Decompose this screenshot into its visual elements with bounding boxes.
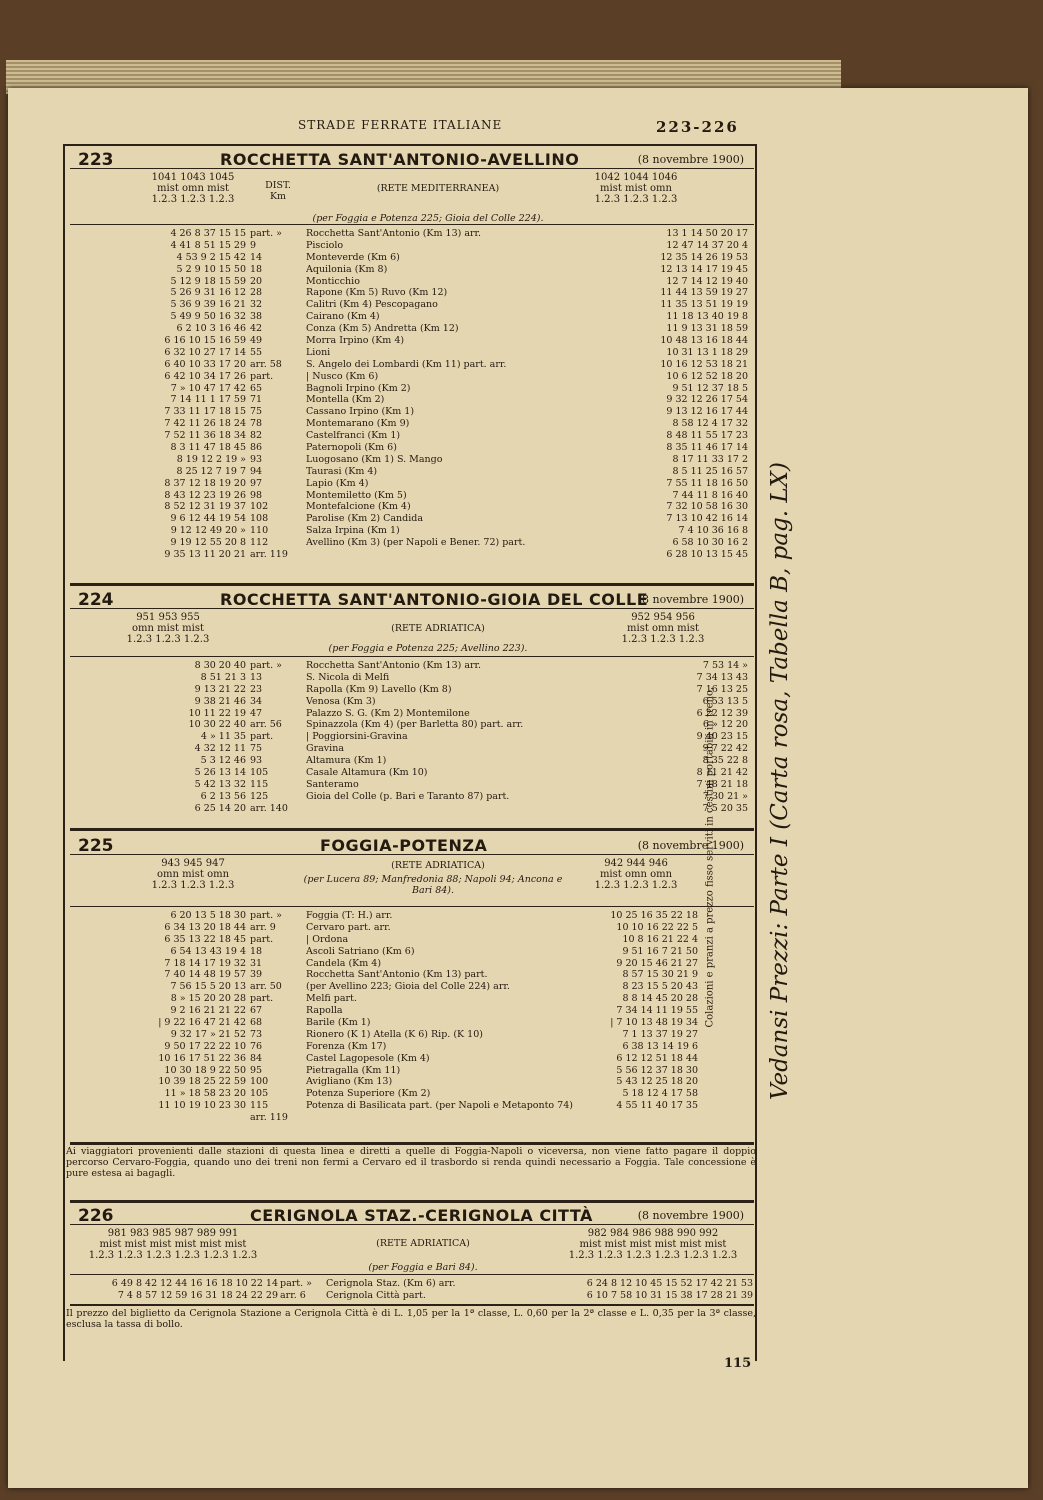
train-classes: 1.2.3 1.2.3 1.2.3 bbox=[151, 194, 235, 205]
train-classes: 1.2.3 1.2.3 1.2.3 bbox=[151, 880, 235, 891]
network-name: (RETE MEDITERRANEA) bbox=[376, 183, 500, 194]
train-numbers-up: 982 984 986 988 990 992 bbox=[587, 1228, 719, 1239]
times-up-226: 6 24 8 12 10 45 15 52 17 42 21 53 6 10 7 58 10 31 15 38 17 28 21 39 bbox=[586, 1278, 753, 1301]
section-date: (8 novembre 1900) bbox=[637, 593, 744, 606]
train-classes-up: 1.2.3 1.2.3 1.2.3 bbox=[594, 880, 678, 891]
column-headers-up bbox=[583, 612, 743, 645]
train-numbers-up: 952 954 956 bbox=[631, 612, 695, 623]
train-classes-up: 1.2.3 1.2.3 1.2.3 1.2.3 1.2.3 1.2.3 bbox=[568, 1250, 738, 1261]
train-numbers-up: 1042 1044 1046 bbox=[594, 172, 678, 183]
train-classes: 1.2.3 1.2.3 1.2.3 bbox=[126, 634, 210, 645]
column-headers-up bbox=[576, 858, 696, 891]
note-225: Ai viaggiatori provenienti dalle stazioni di questa linea e diretti a quelle di Foggia-Napoli o viceversa, non viene fatto pagare il doppio percorso Cervaro-Foggia, quando uno dei treni non fermi a Cervaro ed il trasbordo si renda quindi necessario a Foggia. Tale concessione è pure estesa ai bagagli. bbox=[66, 1146, 756, 1179]
train-types: omn mist mist bbox=[132, 623, 204, 634]
network-name: (RETE ADRIATICA) bbox=[376, 1238, 470, 1249]
train-classes-up: 1.2.3 1.2.3 1.2.3 bbox=[594, 194, 678, 205]
column-headers-down bbox=[133, 172, 253, 205]
train-numbers: 943 945 947 bbox=[161, 858, 225, 869]
section-date: (8 novembre 1900) bbox=[637, 153, 744, 166]
train-types-up: mist mist mist mist mist mist bbox=[579, 1239, 727, 1250]
train-classes: 1.2.3 1.2.3 1.2.3 1.2.3 1.2.3 1.2.3 bbox=[88, 1250, 258, 1261]
train-numbers: 981 983 985 987 989 991 bbox=[107, 1228, 239, 1239]
train-numbers: 1041 1043 1045 bbox=[151, 172, 235, 183]
column-headers-up bbox=[576, 172, 696, 205]
side-advertisement bbox=[760, 268, 794, 1288]
section-date: (8 novembre 1900) bbox=[637, 1209, 744, 1222]
train-types-up: mist omn mist bbox=[627, 623, 699, 634]
section-number: 224 bbox=[78, 590, 114, 610]
connections-note: (per Foggia e Potenza 225; Avellino 223). bbox=[328, 643, 528, 654]
stations-225: Foggia (T: H.) arr. Cervaro part. arr. | Ordona Ascoli Satriano (Km 6) Candela (Km 4) Rocchetta Sant'Antonio (Km 13) part. (per Avellino 223; Gioia del Colle 224) arr. Melfi part. Rapolla Barile (Km 1) Rionero (K 1) Atella (K 6) Rip. (K 10) Forenza (Km 17) Castel Lagopesole (Km 4) Pietragalla (Km 11) Avigliano (Km 13) Potenza Superiore (Km 2) Potenza di Basilicata part. (per Napoli e Metaponto 74) bbox=[306, 910, 573, 1112]
section-title: ROCCHETTA SANT'ANTONIO-GIOIA DEL COLLE bbox=[220, 590, 649, 609]
stations-223: Rocchetta Sant'Antonio (Km 13) arr. Pisciolo Monteverde (Km 6) Aquilonia (Km 8) Monticchio Rapone (Km 5) Ruvo (Km 12) Calitri (Km 4) Pescopagano Cairano (Km 4) Conza (Km 5) Andretta (Km 12) Morra Irpino (Km 4) Lioni S. Angelo dei Lombardi (Km 11) part. arr. | Nusco (Km 6) Bagnoli Irpino (Km 2) Montella (Km 2) Cassano Irpino (Km 1) Montemarano (Km 9) Castelfranci (Km 1) Paternopoli (Km 6) Luogosano (Km 1) S. Mango Taurasi (Km 4) Lapio (Km 4) Montemiletto (Km 5) Montefalcione (Km 4) Parolise (Km 2) Candida Salza Irpina (Km 1) Avellino (Km 3) (per Napoli e Bener. 72) part. bbox=[306, 228, 526, 549]
train-types: mist omn mist bbox=[157, 183, 229, 194]
network-name: (RETE ADRIATICA) bbox=[391, 860, 485, 871]
times-up-224: 7 53 14 » 7 34 13 43 7 16 13 25 6 53 13 5 6 22 12 39 6 » 12 20 9 40 23 15 9 7 22 42 8 35 22 8 8 11 21 42 7 48 21 18 7 30 21 » 7 5 20 35 bbox=[696, 660, 748, 814]
connections-note: (per Foggia e Potenza 225; Gioia del Colle 224). bbox=[312, 213, 544, 224]
column-headers-down bbox=[83, 612, 253, 645]
section-number: 225 bbox=[78, 836, 114, 856]
times-down-224: 8 30 20 40 8 51 21 3 9 13 21 22 9 38 21 46 10 11 22 19 10 30 22 40 4 » 11 35 4 32 12 11 5 3 12 46 5 26 13 14 5 42 13 32 6 2 13 56 6 25 14 20 bbox=[188, 660, 246, 814]
train-types-up: mist mist omn bbox=[600, 183, 672, 194]
section-title: FOGGIA-POTENZA bbox=[320, 836, 488, 855]
times-up-225: 10 25 16 35 22 18 10 10 16 22 22 5 10 8 16 21 22 4 9 51 16 7 21 50 9 20 15 46 21 27 8 57 15 30 21 9 8 23 15 5 20 43 8 8 14 45 20 28 7 34 14 11 19 55 | 7 10 13 48 19 34 7 1 13 37 19 27 6 38 13 14 19 6 6 12 12 51 18 44 5 56 12 37 18 30 5 43 12 25 18 20 5 18 12 4 17 58 4 55 11 40 17 35 bbox=[610, 910, 698, 1112]
km-223: part. » 9 14 18 20 28 32 38 42 49 55 arr. 58 part. 65 71 75 78 82 86 93 94 97 98 102 108 110 112 arr. 119 bbox=[250, 228, 288, 561]
page-range: 223-226 bbox=[656, 118, 739, 136]
timetable-page bbox=[8, 88, 1028, 1488]
km-224: part. » 13 23 34 47 arr. 56 part. 75 93 105 115 125 arr. 140 bbox=[250, 660, 288, 814]
section-title: ROCCHETTA SANT'ANTONIO-AVELLINO bbox=[220, 150, 580, 169]
network-name: (RETE ADRIATICA) bbox=[391, 623, 485, 634]
section-number: 223 bbox=[78, 150, 114, 170]
running-header: STRADE FERRATE ITALIANE bbox=[298, 118, 503, 132]
train-numbers: 951 953 955 bbox=[136, 612, 200, 623]
section-date: (8 novembre 1900) bbox=[637, 839, 744, 852]
page-number: 115 bbox=[724, 1356, 752, 1371]
collazioni-note: Colazioni e pranzi a prezzo fisso serviti in cestini portabili in treno. bbox=[704, 686, 716, 1028]
side-text: Vedansi Prezzi: Parte I (Carta rosa, Tabella B, pag. LX) bbox=[767, 461, 793, 1101]
column-headers-down bbox=[68, 1228, 278, 1261]
times-down-225: 6 20 13 5 18 30 6 34 13 20 18 44 6 35 13 22 18 45 6 54 13 43 19 4 7 18 14 17 19 32 7 40 14 48 19 57 7 56 15 5 20 13 8 » 15 20 20 28 9 2 16 21 21 22 | 9 22 16 47 21 42 9 32 17 » 21 52 9 50 17 22 22 10 10 16 17 51 22 36 10 30 18 9 22 50 10 39 18 25 22 59 11 » 18 58 23 20 11 10 19 10 23 30 bbox=[158, 910, 246, 1112]
column-headers-down bbox=[133, 858, 253, 891]
section-title: CERIGNOLA STAZ.-CERIGNOLA CITTÀ bbox=[250, 1206, 593, 1225]
distance-header: DIST. Km bbox=[265, 180, 291, 202]
connections-note: (per Foggia e Bari 84). bbox=[368, 1262, 478, 1273]
times-down-223: 4 26 8 37 15 15 4 41 8 51 15 29 4 53 9 2 15 42 5 2 9 10 15 50 5 12 9 18 15 59 5 26 9 31 16 12 5 36 9 39 16 21 5 49 9 50 16 32 6 2 10 3 16 46 6 16 10 15 16 59 6 32 10 27 17 14 6 40 10 33 17 20 6 42 10 34 17 26 7 » 10 47 17 42 7 14 11 1 17 59 7 33 11 17 18 15 7 42 11 26 18 24 7 52 11 36 18 34 8 3 11 47 18 45 8 19 12 2 19 » 8 25 12 7 19 7 8 37 12 18 19 20 8 43 12 23 19 26 8 52 12 31 19 37 9 6 12 44 19 54 9 12 12 49 20 » 9 19 12 55 20 8 9 35 13 11 20 21 bbox=[164, 228, 246, 561]
train-types-up: mist omn omn bbox=[599, 869, 673, 880]
train-types: omn mist omn bbox=[156, 869, 230, 880]
times-down-226: 6 49 8 42 12 44 16 16 18 10 22 14 7 4 8 57 12 59 16 31 18 24 22 29 bbox=[111, 1278, 278, 1301]
column-headers-up bbox=[548, 1228, 758, 1261]
train-numbers-up: 942 944 946 bbox=[604, 858, 668, 869]
stations-226: Cerignola Staz. (Km 6) arr. Cerignola Città part. bbox=[326, 1278, 456, 1301]
km-226: part. » arr. 6 bbox=[280, 1278, 312, 1301]
train-types: mist mist mist mist mist mist bbox=[99, 1239, 247, 1250]
train-classes-up: 1.2.3 1.2.3 1.2.3 bbox=[621, 634, 705, 645]
times-up-223: 13 1 14 50 20 17 12 47 14 37 20 4 12 35 14 26 19 53 12 13 14 17 19 45 12 7 14 12 19 40 11 44 13 59 19 27 11 35 13 51 19 19 11 18 13 40 19 8 11 9 13 31 18 59 10 48 13 16 18 44 10 31 13 1 18 29 10 16 12 53 18 21 10 6 12 52 18 20 9 51 12 37 18 5 9 32 12 26 17 54 9 13 12 16 17 44 8 58 12 4 17 32 8 48 11 55 17 23 8 35 11 46 17 14 8 17 11 33 17 2 8 5 11 25 16 57 7 55 11 18 16 50 7 44 11 8 16 40 7 32 10 58 16 30 7 13 10 42 16 14 7 4 10 36 16 8 6 58 10 30 16 2 6 28 10 13 15 45 bbox=[660, 228, 748, 561]
section-number: 226 bbox=[78, 1206, 114, 1226]
km-225: part. » arr. 9 part. 18 31 39 arr. 50 part. 67 68 73 76 84 95 100 105 115 arr. 119 bbox=[250, 910, 288, 1124]
connections-note: (per Lucera 89; Manfredonia 88; Napoli 94; Ancona e Bari 84). bbox=[303, 874, 563, 896]
stations-224: Rocchetta Sant'Antonio (Km 13) arr. S. Nicola di Melfi Rapolla (Km 9) Lavello (Km 8) Venosa (Km 3) Palazzo S. G. (Km 2) Montemilone Spinazzola (Km 4) (per Barletta 80) part. arr. | Poggiorsini-Gravina Gravina Altamura (Km 1) Casale Altamura (Km 10) Santeramo Gioia del Colle (p. Bari e Taranto 87) part. bbox=[306, 660, 524, 802]
note-226: Il prezzo del biglietto da Cerignola Stazione a Cerignola Città è di L. 1,05 per la 1ª classe, L. 0,60 per la 2ª classe e L. 0,35 per la 3ª classe, esclusa la tassa di bollo. bbox=[66, 1308, 756, 1330]
